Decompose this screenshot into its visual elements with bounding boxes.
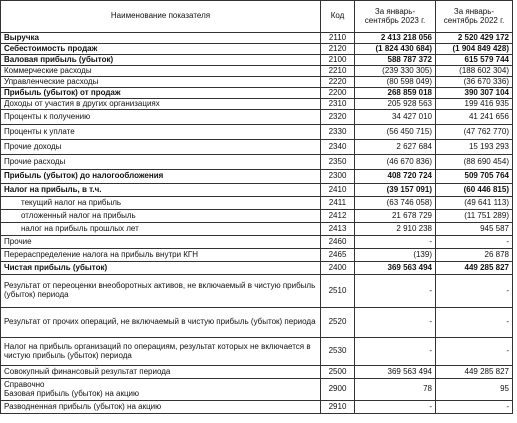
table-row — [1, 170, 513, 184]
value-2023-cell: 369 563 494 — [355, 366, 436, 379]
value-2022-cell: (36 670 336) — [436, 77, 513, 88]
table-row — [1, 66, 513, 77]
table-row — [1, 249, 513, 262]
table-row — [1, 366, 513, 379]
value-2022-cell: (88 690 454) — [436, 155, 513, 170]
indicator-name-cell: Перераспределение налога на прибыль внутри КГН — [1, 249, 321, 262]
table-row — [1, 262, 513, 275]
value-2023-cell: (80 598 049) — [355, 77, 436, 88]
indicator-name-cell: Совокупный финансовый результат периода — [1, 366, 321, 379]
code-cell: 2330 — [321, 125, 355, 140]
table-row — [1, 236, 513, 249]
indicator-name-cell: Разводненная прибыль (убыток) на акцию — [1, 401, 321, 414]
indicator-name-cell: Налог на прибыль организаций по операциям, результат которых не включается в чистую прибыль (убыток) периода — [1, 338, 321, 366]
value-2022-cell: 509 705 764 — [436, 170, 513, 184]
value-2023-cell: - — [355, 275, 436, 308]
value-2023-cell: (1 824 430 684) — [355, 44, 436, 55]
table-row — [1, 77, 513, 88]
indicator-name-cell: Чистая прибыль (убыток) — [1, 262, 321, 275]
indicator-name-cell: отложенный налог на прибыль — [1, 210, 321, 223]
value-2023-cell: 34 427 010 — [355, 110, 436, 125]
indicator-name-cell: Управленческие расходы — [1, 77, 321, 88]
table-row — [1, 44, 513, 55]
value-2023-cell: (63 746 058) — [355, 197, 436, 210]
value-2023-cell: - — [355, 308, 436, 338]
table-row — [1, 275, 513, 308]
code-cell: 2220 — [321, 77, 355, 88]
table-row — [1, 197, 513, 210]
value-2022-cell: 449 285 827 — [436, 366, 513, 379]
value-2023-cell: (56 450 715) — [355, 125, 436, 140]
value-2022-cell: - — [436, 236, 513, 249]
table-row — [1, 55, 513, 66]
value-2023-cell: - — [355, 338, 436, 366]
value-2022-cell: 615 579 744 — [436, 55, 513, 66]
indicator-name-cell: Коммерческие расходы — [1, 66, 321, 77]
indicator-name-cell: Прибыль (убыток) от продаж — [1, 88, 321, 99]
value-2023-cell: - — [355, 401, 436, 414]
code-cell: 2340 — [321, 140, 355, 155]
indicator-name-cell: Валовая прибыль (убыток) — [1, 55, 321, 66]
table-row — [1, 125, 513, 140]
value-2022-cell: (1 904 849 428) — [436, 44, 513, 55]
value-2022-cell: (47 762 770) — [436, 125, 513, 140]
value-2023-cell: - — [355, 236, 436, 249]
header-period-2022-text: За январь- сентябрь 2022 г. — [443, 6, 505, 25]
indicator-name-cell: текущий налог на прибыль — [1, 197, 321, 210]
value-2022-cell: - — [436, 308, 513, 338]
code-cell: 2500 — [321, 366, 355, 379]
indicator-name-cell: Прочие доходы — [1, 140, 321, 155]
code-cell: 2320 — [321, 110, 355, 125]
table-row — [1, 184, 513, 197]
value-2023-cell: (39 157 091) — [355, 184, 436, 197]
table-row — [1, 155, 513, 170]
code-cell: 2400 — [321, 262, 355, 275]
table-row — [1, 210, 513, 223]
table-row — [1, 308, 513, 338]
value-2023-cell: 78 — [355, 379, 436, 401]
table-header-row — [1, 1, 513, 33]
value-2022-cell: (188 602 304) — [436, 66, 513, 77]
indicator-name-cell: Справочно Базовая прибыль (убыток) на акцию — [1, 379, 321, 401]
indicator-name-cell: Налог на прибыль, в т.ч. — [1, 184, 321, 197]
value-2022-cell: 15 193 293 — [436, 140, 513, 155]
code-cell: 2300 — [321, 170, 355, 184]
code-cell: 2413 — [321, 223, 355, 236]
value-2023-cell: 369 563 494 — [355, 262, 436, 275]
value-2022-cell: 95 — [436, 379, 513, 401]
code-cell: 2200 — [321, 88, 355, 99]
indicator-name-cell: Себестоимость продаж — [1, 44, 321, 55]
value-2022-cell: (11 751 289) — [436, 210, 513, 223]
header-period-2023-text: За январь- сентябрь 2023 г. — [364, 6, 426, 25]
code-cell: 2120 — [321, 44, 355, 55]
value-2022-cell: 2 520 429 172 — [436, 33, 513, 44]
value-2023-cell: (139) — [355, 249, 436, 262]
value-2023-cell: 588 787 372 — [355, 55, 436, 66]
header-code: Код — [321, 1, 355, 33]
indicator-name-cell: Проценты к получению — [1, 110, 321, 125]
value-2022-cell: (49 641 113) — [436, 197, 513, 210]
indicator-name-cell: Доходы от участия в других организациях — [1, 99, 321, 110]
table-row — [1, 338, 513, 366]
code-cell: 2411 — [321, 197, 355, 210]
table-row — [1, 88, 513, 99]
value-2023-cell: 2 413 218 056 — [355, 33, 436, 44]
code-cell: 2100 — [321, 55, 355, 66]
indicator-name-cell: Прибыль (убыток) до налогообложения — [1, 170, 321, 184]
table-row — [1, 110, 513, 125]
table-row — [1, 140, 513, 155]
code-cell: 2465 — [321, 249, 355, 262]
code-cell: 2412 — [321, 210, 355, 223]
code-cell: 2110 — [321, 33, 355, 44]
header-period-2023 — [355, 1, 436, 33]
value-2023-cell: 205 928 563 — [355, 99, 436, 110]
value-2023-cell: (46 670 836) — [355, 155, 436, 170]
table-row — [1, 401, 513, 414]
value-2022-cell: 945 587 — [436, 223, 513, 236]
indicator-name-cell: Результат от переоценки внеоборотных активов, не включаемый в чистую прибыль (убыток) периода — [1, 275, 321, 308]
code-cell: 2210 — [321, 66, 355, 77]
code-cell: 2530 — [321, 338, 355, 366]
indicator-name-cell: Прочие — [1, 236, 321, 249]
value-2022-cell: 199 416 935 — [436, 99, 513, 110]
value-2023-cell: 2 627 684 — [355, 140, 436, 155]
code-cell: 2350 — [321, 155, 355, 170]
value-2022-cell: (60 446 815) — [436, 184, 513, 197]
value-2022-cell: - — [436, 401, 513, 414]
indicator-name-cell: Прочие расходы — [1, 155, 321, 170]
indicator-name-cell: Результат от прочих операций, не включаемый в чистую прибыль (убыток) периода — [1, 308, 321, 338]
table-row — [1, 33, 513, 44]
value-2023-cell: 2 910 238 — [355, 223, 436, 236]
table-row — [1, 99, 513, 110]
code-cell: 2520 — [321, 308, 355, 338]
table-body — [1, 33, 513, 414]
header-period-2022 — [436, 1, 513, 33]
code-cell: 2460 — [321, 236, 355, 249]
indicator-name-cell: Проценты к уплате — [1, 125, 321, 140]
value-2022-cell: 449 285 827 — [436, 262, 513, 275]
value-2022-cell: - — [436, 275, 513, 308]
value-2022-cell: - — [436, 338, 513, 366]
value-2023-cell: 21 678 729 — [355, 210, 436, 223]
code-cell: 2410 — [321, 184, 355, 197]
indicator-name-cell: Выручка — [1, 33, 321, 44]
value-2022-cell: 26 878 — [436, 249, 513, 262]
value-2022-cell: 41 241 656 — [436, 110, 513, 125]
indicator-name-cell: налог на прибыль прошлых лет — [1, 223, 321, 236]
value-2023-cell: (239 330 305) — [355, 66, 436, 77]
value-2022-cell: 390 307 104 — [436, 88, 513, 99]
table-row — [1, 379, 513, 401]
header-indicator-name: Наименование показателя — [1, 1, 321, 33]
code-cell: 2910 — [321, 401, 355, 414]
code-cell: 2900 — [321, 379, 355, 401]
code-cell: 2510 — [321, 275, 355, 308]
value-2023-cell: 408 720 724 — [355, 170, 436, 184]
code-cell: 2310 — [321, 99, 355, 110]
table-row — [1, 223, 513, 236]
value-2023-cell: 268 859 018 — [355, 88, 436, 99]
